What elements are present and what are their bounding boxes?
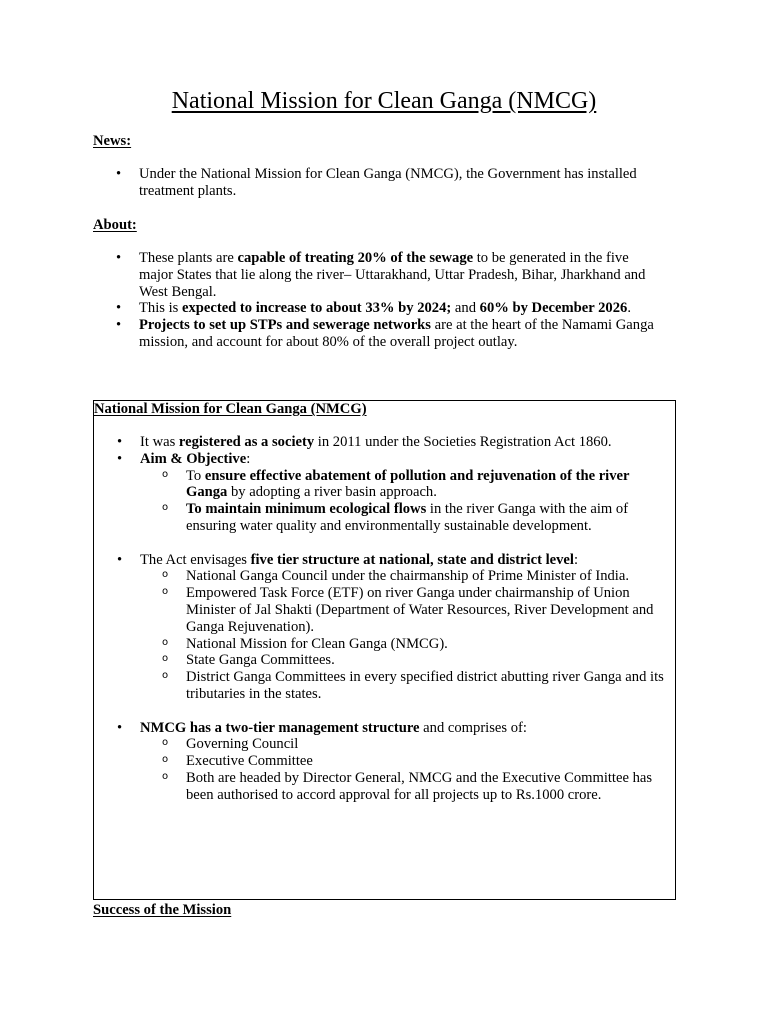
aim-sub1-text-a: To: [186, 467, 205, 484]
aim-sub-abatement: [186, 468, 670, 502]
act-bold: five tier structure at national, state and district level: [250, 551, 574, 568]
aim-label: Aim & Objective: [140, 450, 247, 467]
act-text-c: :: [573, 551, 579, 568]
mgmt-text: and comprises of:: [419, 719, 527, 736]
box-item-aim: [140, 451, 670, 535]
act-sub-item: o District Ganga Committees in every specified district abutting river Ganga and its tributaries in the states.: [186, 669, 670, 703]
news-list: [139, 166, 659, 200]
registered-text-a: It was: [140, 434, 179, 450]
about-item-projects-text: are at the heart of the Namami Ganga mission, and account for about 80% of the overall project outlay.: [139, 317, 654, 350]
about-item-capacity: [139, 250, 659, 300]
nmcg-info-box: [93, 400, 676, 900]
box-list: [140, 434, 670, 804]
box-item-act: [140, 552, 670, 703]
news-heading: News:: [93, 133, 132, 149]
about-heading: About:: [93, 217, 137, 233]
success-heading: Success of the Mission: [93, 902, 232, 918]
aim-sub2-bold: To maintain minimum ecological flows: [186, 501, 427, 518]
box-heading: National Mission for Clean Ganga (NMCG): [94, 401, 367, 417]
act-sub-item: o National Mission for Clean Ganga (NMCG).: [186, 636, 670, 653]
about-item-expected-bold-d: 60% by December 2026: [479, 300, 628, 317]
about-item-expected-bold-b: expected to increase to about 33% by 2024;: [181, 300, 452, 317]
about-item-expected-text-c: and: [451, 300, 480, 317]
about-item-expected-text-e: .: [627, 300, 631, 317]
mgmt-sub-item: o Executive Committee: [186, 753, 670, 770]
about-item-capacity-text-a: These plants are: [139, 250, 238, 266]
act-sub-item: o State Ganga Committees.: [186, 652, 670, 669]
news-item: • Under the National Mission for Clean Ganga (NMCG), the Government has installed treatment plants.: [139, 166, 659, 200]
aim-sublist: [186, 468, 670, 535]
aim-sub1-bold: ensure effective abatement of pollution and rejuvenation of the river Ganga: [186, 467, 630, 501]
aim-sub1-text-c: by adopting a river basin approach.: [227, 484, 437, 501]
box-item-management: [140, 720, 670, 804]
aim-sub-ecological-flows: [186, 501, 670, 535]
about-item-expected-text-a: This is: [139, 300, 182, 317]
act-text-a: The Act envisages: [140, 551, 251, 568]
mgmt-sub-item: o Governing Council: [186, 736, 670, 753]
mgmt-bold: NMCG has a two-tier management structure: [140, 719, 420, 736]
about-item-capacity-text-c: to be generated in the five major States that lie along the river– Uttarakhand, Uttar Pradesh, Bihar, Jharkhand and West Bengal.: [139, 250, 646, 300]
about-item-expected: [139, 300, 659, 317]
page-title: National Mission for Clean Ganga (NMCG): [171, 88, 597, 114]
act-sub-item: o National Ganga Council under the chairmanship of Prime Minister of India.: [186, 568, 670, 585]
about-item-projects-bold: Projects to set up STPs and sewerage networks: [139, 317, 431, 334]
about-item-capacity-bold: capable of treating 20% of the sewage: [237, 250, 474, 266]
about-list: [139, 250, 659, 351]
registered-text-c: in 2011 under the Societies Registration Act 1860.: [314, 434, 612, 450]
mgmt-sub-item: o Both are headed by Director General, NMCG and the Executive Committee has been authorised to accord approval for all projects up to Rs.1000 crore.: [186, 770, 670, 804]
act-sublist: [186, 568, 670, 702]
registered-bold: registered as a society: [178, 434, 315, 450]
aim-sub2-text: in the river Ganga with the aim of ensuring water quality and environmentally sustainable development.: [186, 501, 629, 534]
mgmt-sublist: [186, 736, 670, 803]
act-sub-item: o Empowered Task Force (ETF) on river Ganga under chairmanship of Union Minister of Jal Shakti (Department of Water Resources, River Development and Ganga Rejuvenation).: [186, 585, 670, 635]
aim-colon: :: [246, 450, 251, 467]
about-item-projects: [139, 317, 659, 351]
box-item-registered: [140, 434, 670, 451]
